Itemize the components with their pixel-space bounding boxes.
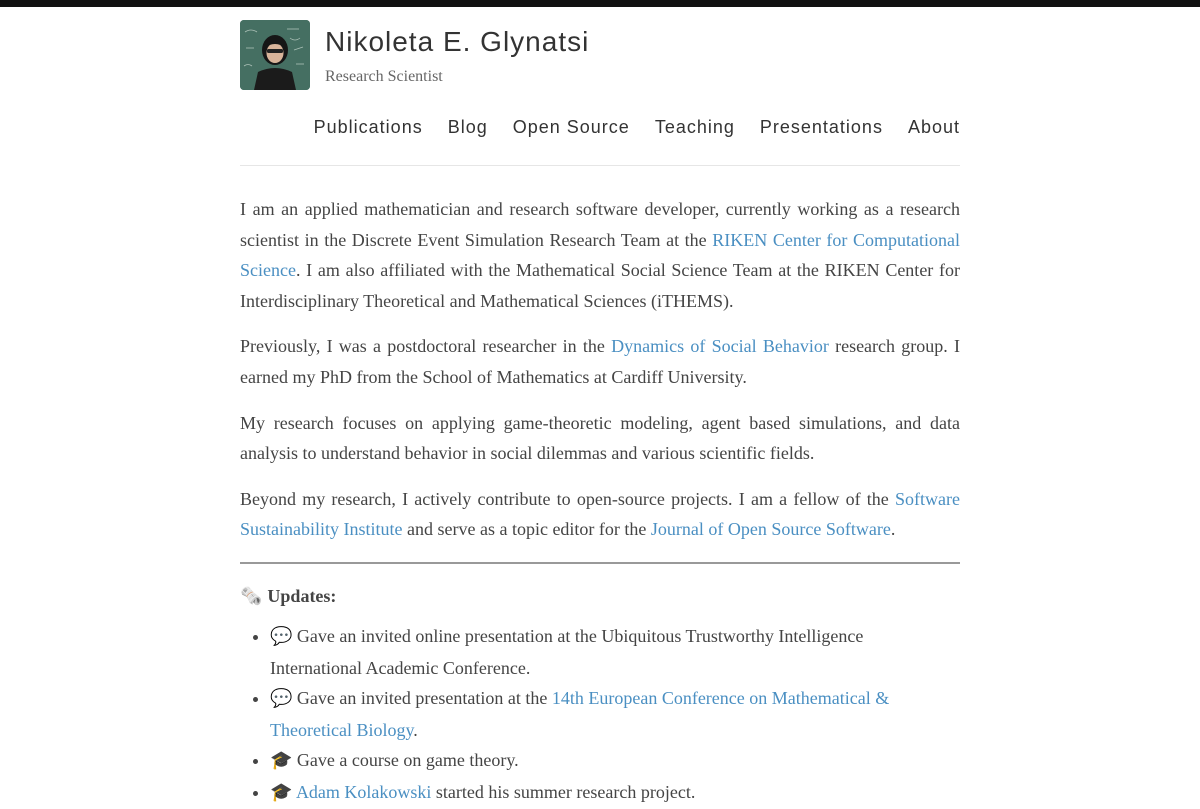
intro-p1-text: I am an applied mathematician and research software developer, currently working as a research scientist in the Discrete Event Simulation Research Team at the (240, 199, 960, 250)
intro-paragraph-3 (240, 408, 960, 469)
nav-publications[interactable]: Publications (313, 117, 423, 137)
avatar[interactable] (240, 20, 310, 90)
main-nav (314, 117, 960, 138)
nav-teaching[interactable]: Teaching (654, 117, 735, 137)
nav-open-source[interactable]: Open Source (512, 117, 630, 137)
ecmtb-link[interactable]: 14th European Conference on Mathematical & Theoretical Biology (270, 688, 890, 740)
profile-photo-icon (240, 20, 310, 90)
intro-p3-text: My research focuses on applying game-theoretic modeling, agent based simulations, and data analysis to understand behavior in social dilemmas and various scientific fields. (240, 412, 960, 464)
site-title[interactable]: Nikoleta E. Glynatsi (325, 26, 590, 57)
update-text: started his summer research project. (431, 781, 696, 802)
update-text: Gave an invited online presentation at the Ubiquitous Trustworthy Intelligence International Academic Conference. (270, 625, 864, 678)
intro-p1-text-2: . I am also affiliated with the Mathematical Social Science Team at the RIKEN Center for Interdisciplinary Theoretical and Mathematical Sciences (iTHEMS). (240, 260, 960, 311)
intro-paragraph-1 (240, 194, 960, 316)
dynamics-social-behavior-link[interactable]: Dynamics of Social Behavior (611, 336, 829, 357)
intro-p4-text: Beyond my research, I actively contribute to open-source projects. I am a fellow of the (240, 488, 896, 509)
list-item (270, 777, 960, 809)
speech-bubble-icon: 💬 (270, 625, 293, 647)
speech-bubble-icon: 💬 (270, 688, 293, 710)
intro-p4-text-2: and serve as a topic editor for the (402, 519, 651, 540)
section-divider (240, 562, 960, 564)
main-content (240, 166, 960, 809)
graduation-cap-icon: 🎓 (270, 781, 293, 803)
nav-blog[interactable]: Blog (447, 117, 488, 137)
site-header (240, 7, 960, 166)
site-subtitle: Research Scientist (325, 68, 443, 85)
adam-kolakowski-link[interactable]: Adam Kolakowski (295, 781, 432, 802)
updates-heading-label: Updates: (267, 585, 337, 606)
list-item (270, 683, 960, 745)
intro-paragraph-2 (240, 331, 960, 392)
intro-p2-text-2: research group. I earned my PhD from the School of Mathematics at Cardiff University. (240, 336, 961, 387)
page-wrapper (240, 7, 960, 809)
intro-p4-text-3: . (890, 519, 896, 540)
updates-list (240, 621, 960, 809)
intro-paragraph-4 (240, 484, 960, 545)
ssi-link[interactable]: Software Sustainability Institute (240, 488, 960, 540)
newspaper-icon: 🗞️ (240, 585, 263, 607)
top-bar (0, 0, 1200, 7)
update-text-end: . (413, 719, 418, 740)
joss-link[interactable]: Journal of Open Source Software (650, 519, 891, 540)
list-item (270, 621, 960, 683)
update-text: Gave a course on game theory. (292, 750, 519, 771)
update-text: Gave an invited presentation at the (292, 688, 552, 709)
updates-heading (240, 584, 960, 609)
intro-p2-text: Previously, I was a postdoctoral researcher in the (240, 336, 612, 357)
list-item (270, 745, 960, 777)
nav-presentations[interactable]: Presentations (759, 117, 883, 137)
riken-ccs-link[interactable]: RIKEN Center for Computational Science (240, 229, 960, 281)
graduation-cap-icon: 🎓 (270, 750, 293, 772)
nav-about[interactable]: About (907, 117, 960, 137)
